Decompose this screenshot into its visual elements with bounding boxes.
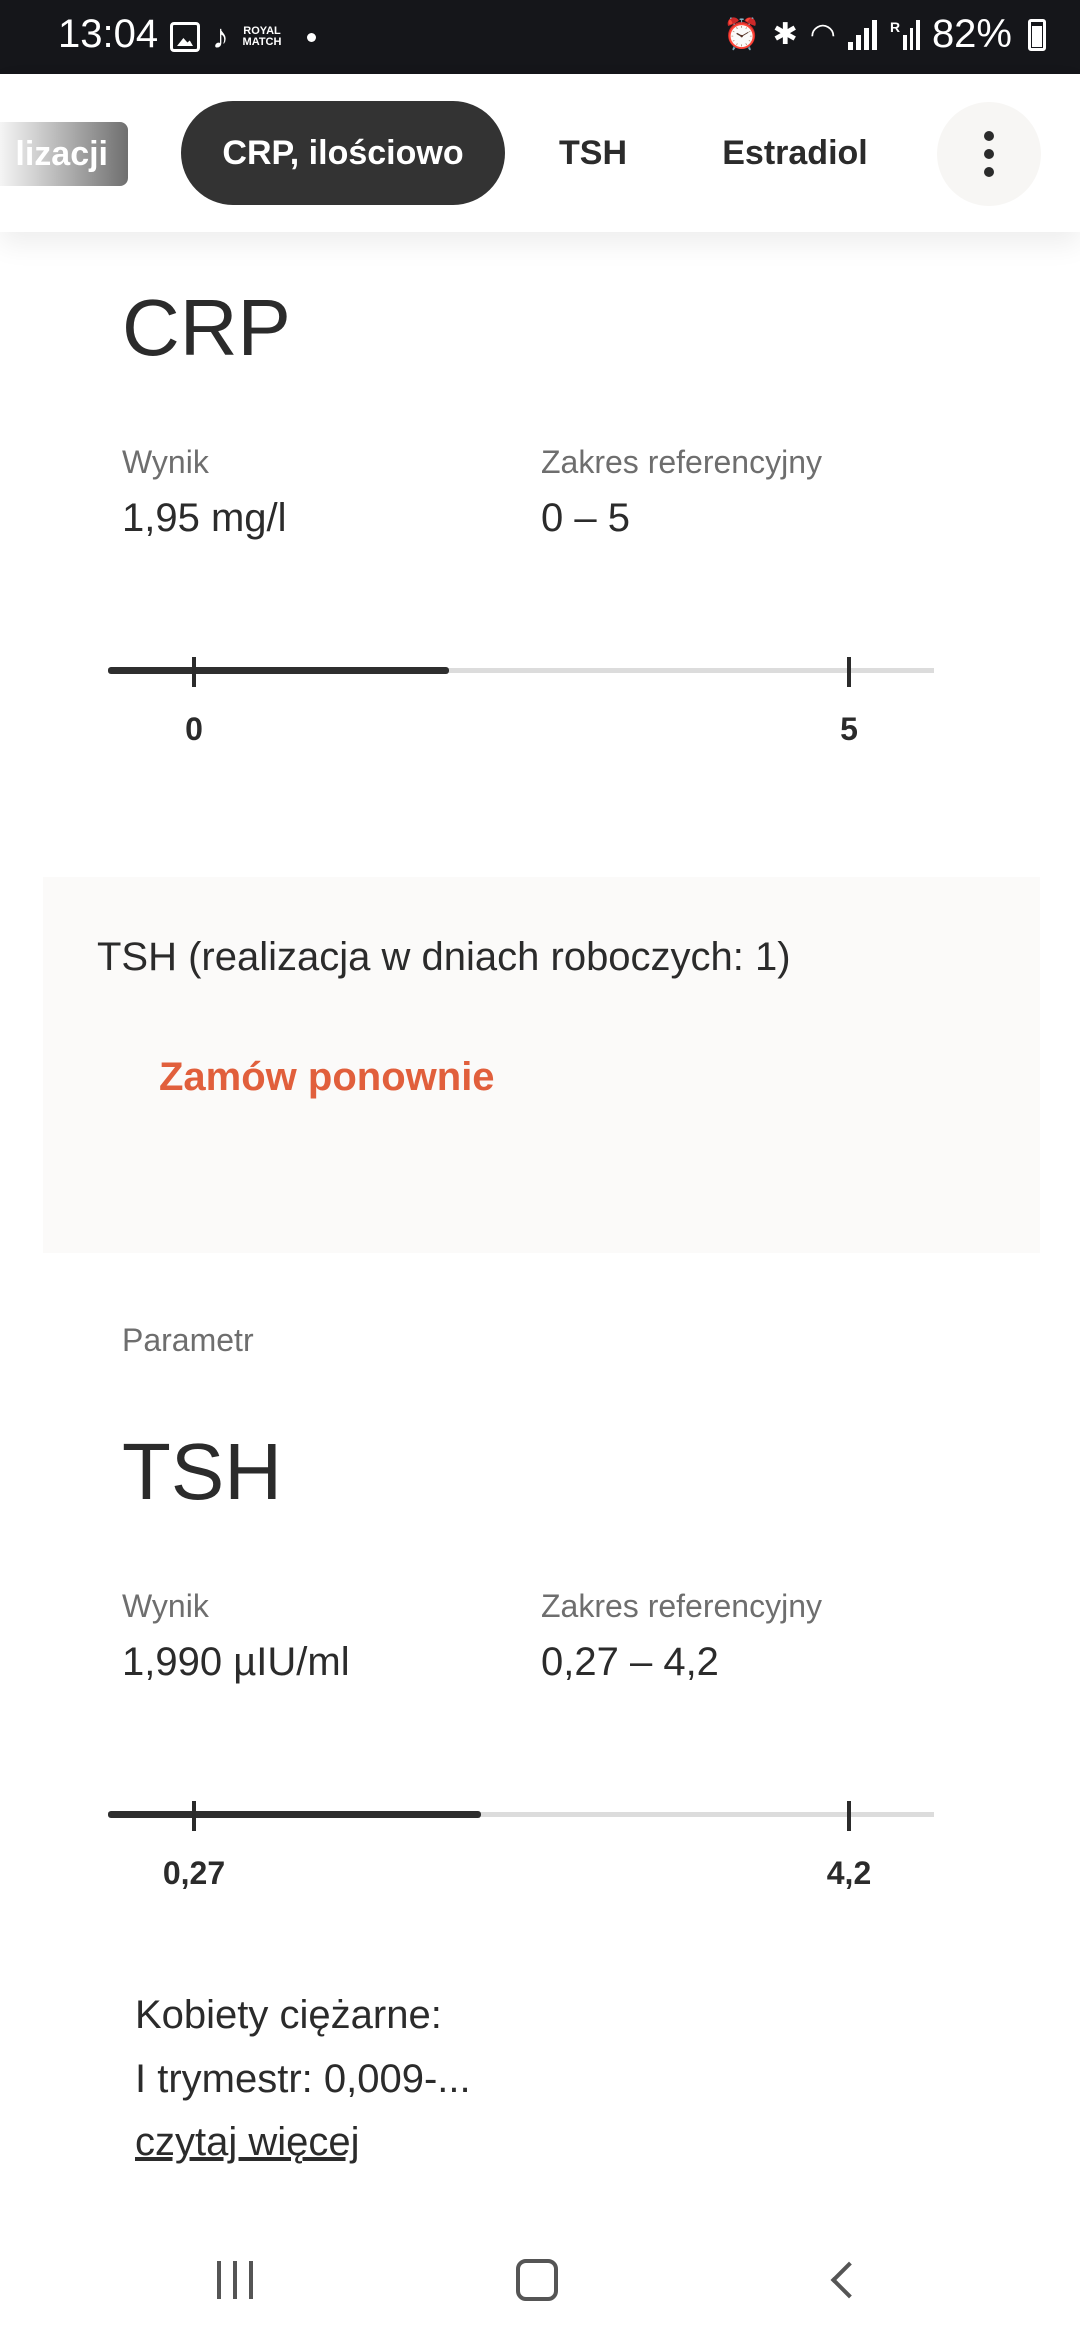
range-max-tick <box>847 1801 851 1831</box>
tsh-range-label: Zakres referencyjny <box>541 1588 822 1624</box>
range-min-tick <box>192 1801 196 1831</box>
signal-icon <box>848 20 878 50</box>
gallery-icon <box>170 22 200 52</box>
tsh-title: TSH <box>122 1427 282 1516</box>
more-notifications-icon <box>307 33 316 42</box>
tab-realizacji[interactable] <box>0 122 128 186</box>
range-fill <box>108 667 449 674</box>
more-vertical-icon <box>984 131 994 177</box>
range-max-tick <box>847 657 851 687</box>
royal-match-icon: ROYAL MATCH <box>242 25 282 48</box>
tsh-range-value: 0,27 – 4,2 <box>541 1640 719 1684</box>
tab-label: CRP, ilościowo <box>222 133 464 172</box>
navigation-bar <box>0 2220 1080 2340</box>
tsh-range-bar <box>108 1801 934 1891</box>
system-icons <box>723 12 1046 57</box>
range-min-label: 0,27 <box>162 1855 226 1891</box>
parameter-label: Parametr <box>122 1322 254 1358</box>
reorder-button[interactable]: Zamów ponownie <box>159 1055 495 1099</box>
roaming-signal-icon <box>890 20 920 50</box>
back-icon <box>831 2262 868 2299</box>
status-bar <box>0 0 1080 74</box>
recents-icon[interactable] <box>200 2250 270 2310</box>
range-min-tick <box>192 657 196 687</box>
tab-tsh[interactable] <box>540 101 646 205</box>
wifi-icon: ◠ <box>809 18 836 51</box>
tab-label: Estradiol <box>722 133 868 172</box>
crp-result-value: 1,95 mg/l <box>122 496 287 540</box>
crp-range-value: 0 – 5 <box>541 496 630 540</box>
tiktok-icon: ♪ <box>212 18 229 56</box>
back-button[interactable] <box>814 2250 884 2310</box>
status-time: 13:04 <box>58 12 159 56</box>
range-max-label: 5 <box>840 711 858 747</box>
alarm-icon: ⏰ <box>723 18 761 51</box>
tsh-result-label: Wynik <box>122 1588 209 1624</box>
crp-range-bar <box>108 657 934 747</box>
pregnancy-note-line1: Kobiety ciężarne: <box>135 1993 442 2037</box>
pregnancy-note-line2: I trymestr: 0,009-... <box>135 2057 471 2101</box>
tab-label: TSH <box>559 133 627 172</box>
home-button[interactable] <box>502 2250 572 2310</box>
tsh-result-value: 1,990 µIU/ml <box>122 1640 350 1684</box>
range-max-label: 4,2 <box>826 1855 872 1891</box>
crp-result-label: Wynik <box>122 444 209 480</box>
tsh-order-card <box>43 877 1040 1253</box>
range-min-label: 0 <box>185 711 203 747</box>
tab-bar <box>0 74 1080 232</box>
tab-crp[interactable] <box>181 101 505 205</box>
home-icon <box>516 2259 558 2301</box>
tsh-card-title: TSH (realizacja w dniach roboczych: 1) <box>97 935 791 979</box>
read-more-link[interactable]: czytaj więcej <box>135 2120 360 2164</box>
roaming-mark: R <box>889 18 901 35</box>
range-fill <box>108 1811 481 1818</box>
battery-icon <box>1028 19 1046 51</box>
more-options-button[interactable] <box>937 102 1041 206</box>
tab-label: lizacji <box>15 134 108 173</box>
crp-range-label: Zakres referencyjny <box>541 444 822 480</box>
tab-estradiol[interactable] <box>700 101 890 205</box>
bluetooth-icon: ✱ <box>772 18 798 51</box>
battery-percent: 82% <box>931 12 1012 56</box>
crp-title: CRP <box>122 283 291 372</box>
notification-icons <box>170 20 316 54</box>
